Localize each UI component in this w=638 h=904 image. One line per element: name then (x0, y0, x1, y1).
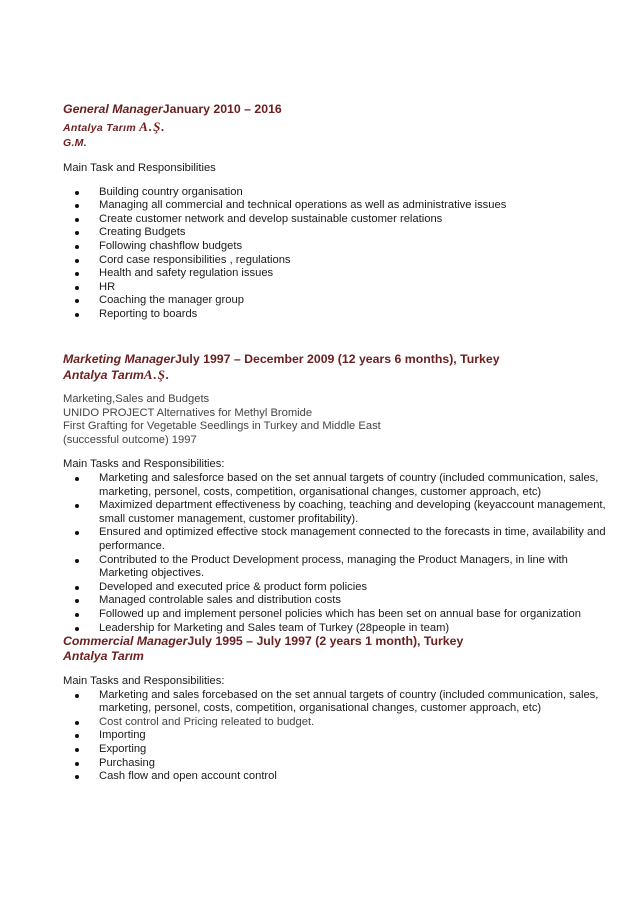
bullet-icon (75, 599, 79, 603)
job-marketing-manager (63, 351, 618, 635)
bullet-icon (75, 613, 79, 617)
list-item (99, 689, 618, 716)
list-item (99, 743, 618, 757)
list-item-text: Ensured and optimized effective stock management connected to the forecasts in time, availability and (99, 526, 606, 539)
job-dates: July 1997 – December 2009 (12 years 6 months), Turkey (175, 352, 500, 366)
job-title: Commercial Manager (63, 634, 188, 648)
list-item (99, 608, 618, 622)
responsibility-list (99, 186, 618, 322)
list-item-text: Exporting (99, 742, 147, 755)
company-name: Antalya TarımA.Ş. (63, 367, 171, 382)
bullet-icon (75, 313, 79, 317)
list-item (99, 281, 618, 295)
job-heading (63, 633, 618, 649)
company-suffix: A.Ş. (139, 119, 166, 134)
list-item-text: Followed up and implement personel policies which has been set on annual base for organization (99, 607, 581, 620)
list-item (99, 213, 618, 227)
list-item (99, 226, 618, 240)
list-item-text: Cost control and Pricing releated to budget. (99, 715, 315, 728)
bullet-icon (75, 627, 79, 631)
tasks-heading: Main Tasks and Responsibilities: (63, 675, 225, 687)
bullet-icon (75, 191, 79, 195)
bullet-icon (75, 259, 79, 263)
list-item-text: Purchasing (99, 756, 155, 769)
job-heading (63, 101, 618, 117)
bullet-icon (75, 775, 79, 779)
list-item (99, 472, 618, 499)
list-item (99, 554, 618, 581)
department: G.M. (63, 137, 87, 149)
list-item-text: Marketing and sales forcebased on the set annual targets of country (included communication, sales, (99, 688, 599, 701)
tasks-heading: Main Task and Responsibilities (63, 162, 216, 174)
bullet-icon (75, 272, 79, 276)
list-item-text: Cash flow and open account control (99, 770, 277, 783)
bullet-icon (75, 734, 79, 738)
list-item (99, 499, 618, 526)
bullet-icon (75, 504, 79, 508)
bullet-icon (75, 559, 79, 563)
company-name: Antalya Tarım A.Ş. (63, 119, 166, 134)
bullet-icon (75, 204, 79, 208)
job-title: Marketing Manager (63, 352, 176, 366)
bullet-icon (75, 299, 79, 303)
list-item-text: Managed controlable sales and distribution costs (99, 594, 341, 607)
note-line: Marketing,Sales and Budgets (63, 393, 210, 405)
note-line: First Grafting for Vegetable Seedlings in Turkey and Middle East (63, 420, 381, 433)
job-dates: January 2010 – 2016 (162, 102, 282, 116)
bullet-icon (75, 721, 79, 725)
list-item-text: Marketing objectives. (99, 567, 205, 580)
list-item-text: Managing all commercial and technical operations as well as administrative issues (99, 199, 507, 212)
bullet-icon (75, 586, 79, 590)
list-item-text: HR (99, 280, 116, 293)
bullet-icon (75, 286, 79, 290)
list-item (99, 254, 618, 268)
tasks-heading: Main Tasks and Responsibilities: (63, 458, 225, 471)
list-item (99, 729, 618, 743)
list-item (99, 757, 618, 771)
note-line: UNIDO PROJECT Alternatives for Methyl Bromide (63, 406, 313, 419)
responsibility-list (99, 689, 618, 784)
list-item-text: Contributed to the Product Development process, managing the Product Managers, in line with (99, 553, 568, 566)
bullet-icon (75, 531, 79, 535)
list-item-text: Coaching the manager group (99, 294, 244, 307)
job-title: General Manager (63, 102, 163, 116)
bullet-icon (75, 748, 79, 752)
list-item-text: small customer management, customer profitability). (99, 512, 359, 525)
list-item-text: Creating Budgets (99, 226, 186, 239)
job-commercial-manager (63, 633, 618, 784)
bullet-icon (75, 218, 79, 222)
list-item-text: Importing (99, 729, 146, 742)
bullet-icon (75, 245, 79, 249)
list-item-text: marketing, personel, costs, competition, organisational changes, customer approach, etc) (99, 702, 542, 715)
list-item (99, 526, 618, 553)
bullet-icon (75, 694, 79, 698)
list-item (99, 594, 618, 608)
note-line: (successful outcome) 1997 (63, 433, 197, 446)
list-item-text: marketing, personel, costs, competition, organisational changes, customer approach, etc) (99, 485, 542, 498)
project-notes (63, 393, 618, 447)
list-item-text: Leadership for Marketing and Sales team of Turkey (28people in team) (99, 621, 450, 634)
list-item (99, 199, 618, 213)
list-item-text: Reporting to boards (99, 307, 198, 320)
list-item (99, 770, 618, 784)
list-item (99, 716, 618, 730)
list-item-text: Create customer network and develop sustainable customer relations (99, 212, 443, 225)
list-item-text: Marketing and salesforce based on the set annual targets of country (included communication, sales, (99, 471, 599, 484)
list-item (99, 267, 618, 281)
company-suffix: A.Ş. (143, 367, 171, 382)
bullet-icon (75, 477, 79, 481)
list-item (99, 240, 618, 254)
list-item (99, 308, 618, 322)
bullet-icon (75, 231, 79, 235)
job-dates: July 1995 – July 1997 (2 years 1 month), Turkey (187, 634, 464, 648)
responsibility-list (99, 472, 618, 635)
list-item-text: Developed and executed price & product form policies (99, 580, 368, 593)
list-item-text: Health and safety regulation issues (99, 267, 274, 280)
list-item-text: Building country organisation (99, 185, 243, 198)
list-item-text: Maximized department effectiveness by coaching, teaching and developing (keyaccount management, (99, 499, 606, 512)
company-name: Antalya Tarım (63, 649, 144, 663)
list-item (99, 186, 618, 200)
list-item-text: Cord case responsibilities , regulations (99, 253, 291, 266)
list-item-text: performance. (99, 539, 165, 552)
list-item (99, 581, 618, 595)
job-heading (63, 351, 618, 367)
bullet-icon (75, 762, 79, 766)
list-item (99, 294, 618, 308)
list-item-text: Following chashflow budgets (99, 239, 243, 252)
job-general-manager (63, 101, 618, 322)
